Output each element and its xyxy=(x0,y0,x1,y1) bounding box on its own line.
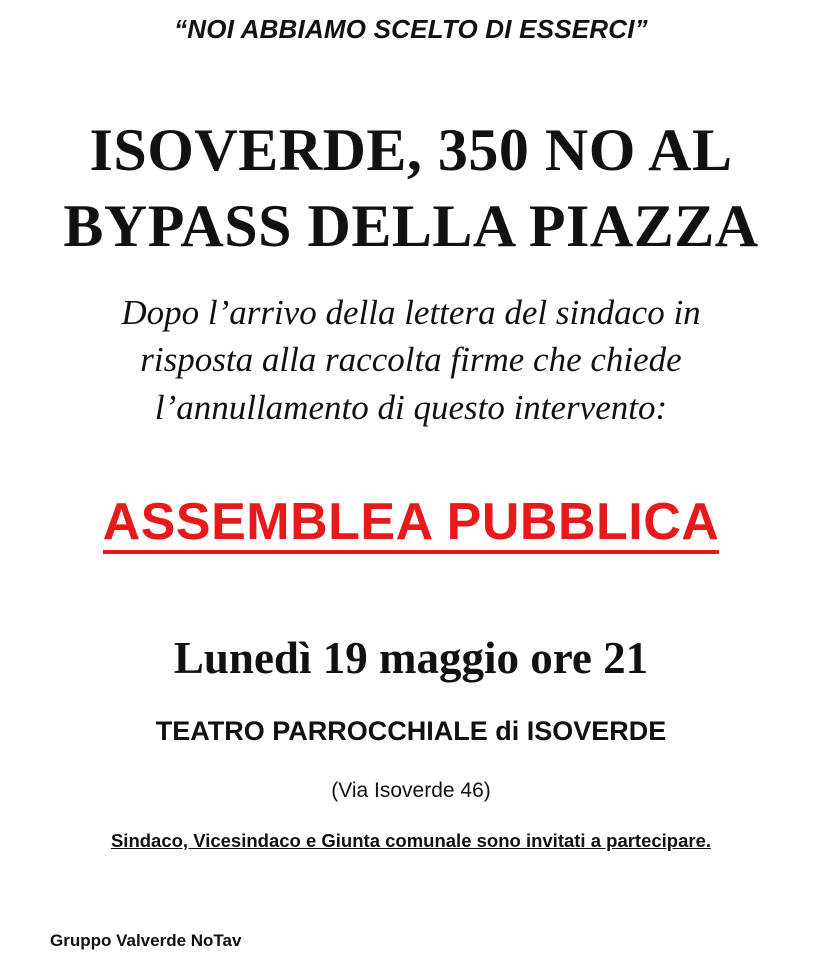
event-date: Lunedì 19 maggio ore 21 xyxy=(173,633,649,683)
assembly-title: ASSEMBLEA PUBBLICA xyxy=(103,496,720,554)
signature: Gruppo Valverde NoTav xyxy=(50,931,242,950)
headline-line-2: BYPASS DELLA PIAZZA xyxy=(63,193,759,259)
assembly-heading-row xyxy=(0,493,822,554)
intro-line-2: risposta alla raccolta firme che chiede xyxy=(140,340,682,379)
motto: “NOI ABBIAMO SCELTO DI ESSERCI” xyxy=(174,14,648,44)
event-venue: TEATRO PARROCCHIALE di ISOVERDE xyxy=(155,716,667,746)
event-address: (Via Isoverde 46) xyxy=(331,779,491,802)
invitation-note: Sindaco, Vicesindaco e Giunta comunale sono invitati a partecipare. xyxy=(110,830,712,851)
intro-line-1: Dopo l’arrivo della lettera del sindaco in xyxy=(121,293,701,332)
headline-line-1: ISOVERDE, 350 NO AL xyxy=(89,117,733,183)
intro-line-3: l’annullamento di questo intervento: xyxy=(154,388,668,427)
